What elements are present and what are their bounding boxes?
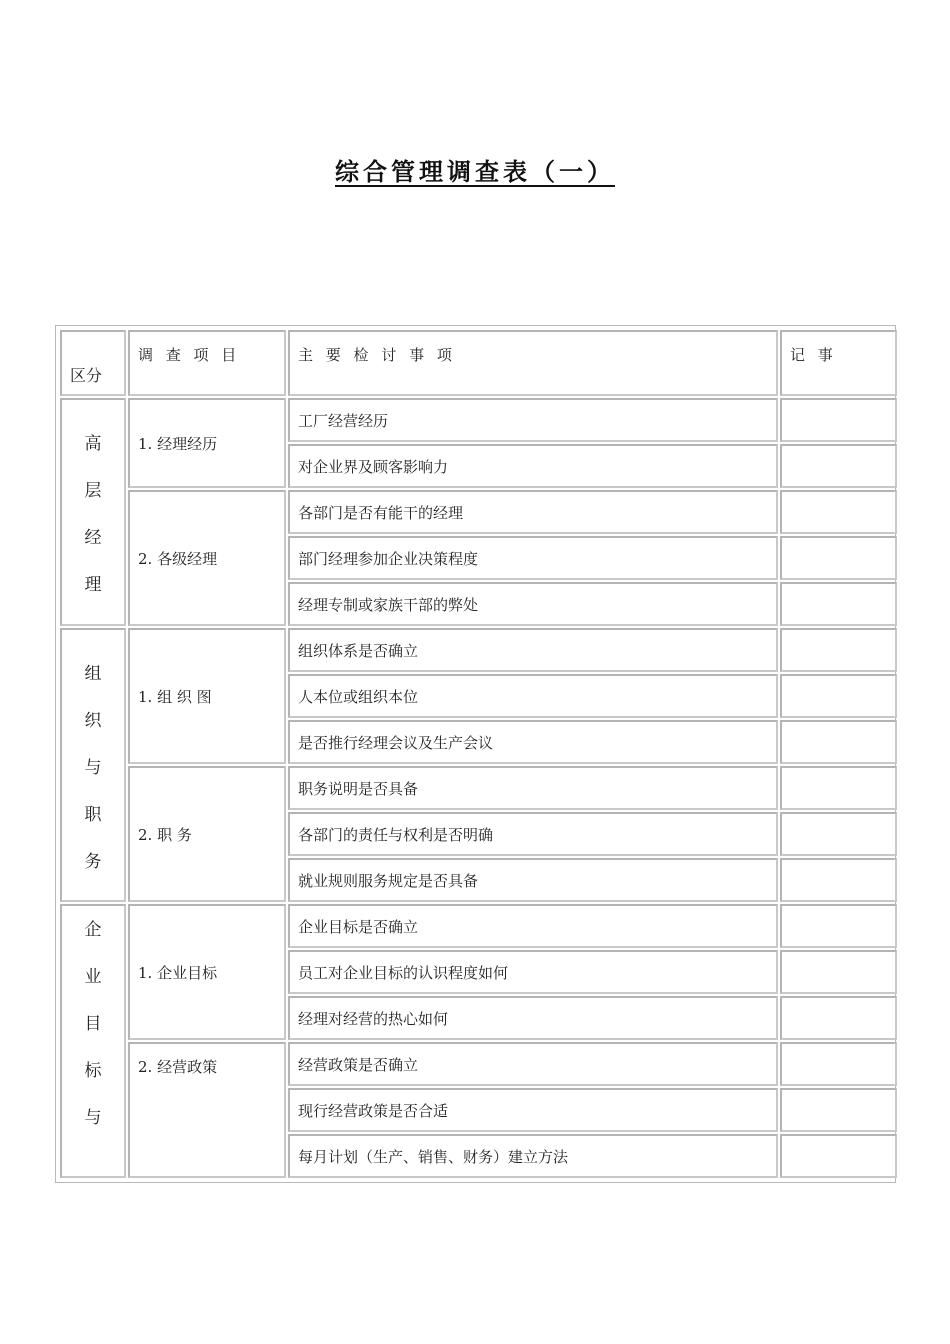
zone-cell — [60, 904, 126, 1178]
note-cell[interactable] — [780, 766, 897, 810]
note-cell[interactable] — [780, 1088, 897, 1132]
survey-table — [55, 325, 896, 1183]
topic-cell: 经理专制或家族干部的弊处 — [288, 582, 778, 626]
note-cell[interactable] — [780, 1134, 897, 1178]
topic-cell: 对企业界及顾客影响力 — [288, 444, 778, 488]
item-cell: 1. 组 织 图 — [128, 628, 286, 764]
note-cell[interactable] — [780, 582, 897, 626]
zone-cell — [60, 628, 126, 902]
topic-cell: 企业目标是否确立 — [288, 904, 778, 948]
item-cell: 1. 企业目标 — [128, 904, 286, 1040]
note-cell[interactable] — [780, 812, 897, 856]
topic-cell: 就业规则服务规定是否具备 — [288, 858, 778, 902]
note-cell[interactable] — [780, 950, 897, 994]
header-note: 记 事 — [780, 330, 897, 396]
note-cell[interactable] — [780, 444, 897, 488]
zone-char: 务 — [84, 852, 102, 872]
header-zone: 区分 — [60, 330, 126, 396]
topic-cell: 现行经营政策是否合适 — [288, 1088, 778, 1132]
zone-char: 组 — [84, 664, 102, 684]
item-cell: 2. 各级经理 — [128, 490, 286, 626]
note-cell[interactable] — [780, 996, 897, 1040]
note-cell[interactable] — [780, 674, 897, 718]
topic-cell: 是否推行经理会议及生产会议 — [288, 720, 778, 764]
note-cell[interactable] — [780, 536, 897, 580]
note-cell[interactable] — [780, 858, 897, 902]
header-row — [60, 330, 897, 396]
table-row — [60, 766, 897, 810]
table-row — [60, 398, 897, 442]
topic-cell: 部门经理参加企业决策程度 — [288, 536, 778, 580]
topic-cell: 组织体系是否确立 — [288, 628, 778, 672]
item-cell: 1. 经理经历 — [128, 398, 286, 488]
topic-cell: 职务说明是否具备 — [288, 766, 778, 810]
note-cell[interactable] — [780, 720, 897, 764]
note-cell[interactable] — [780, 904, 897, 948]
zone-char: 经 — [84, 528, 102, 548]
document-title: 综合管理调查表（一） — [335, 158, 615, 186]
table-row — [60, 490, 897, 534]
zone-char: 织 — [84, 711, 102, 731]
table-row — [60, 904, 897, 948]
zone-char: 理 — [84, 575, 102, 595]
zone-char: 业 — [84, 967, 102, 987]
topic-cell: 人本位或组织本位 — [288, 674, 778, 718]
zone-char: 职 — [84, 805, 102, 825]
table-row — [60, 628, 897, 672]
note-cell[interactable] — [780, 1042, 897, 1086]
zone-char: 与 — [84, 758, 102, 778]
zone-cell — [60, 398, 126, 626]
topic-cell: 工厂经营经历 — [288, 398, 778, 442]
header-item: 调 查 项 目 — [128, 330, 286, 396]
topic-cell: 员工对企业目标的认识程度如何 — [288, 950, 778, 994]
zone-char: 标 — [84, 1061, 102, 1081]
topic-cell: 经营政策是否确立 — [288, 1042, 778, 1086]
note-cell[interactable] — [780, 628, 897, 672]
zone-char: 目 — [84, 1014, 102, 1034]
zone-char: 高 — [84, 434, 102, 454]
topic-cell: 每月计划（生产、销售、财务）建立方法 — [288, 1134, 778, 1178]
topic-cell: 各部门是否有能干的经理 — [288, 490, 778, 534]
note-cell[interactable] — [780, 490, 897, 534]
table-row — [60, 1042, 897, 1086]
topic-cell: 各部门的责任与权利是否明确 — [288, 812, 778, 856]
zone-char: 与 — [84, 1108, 102, 1128]
zone-char: 企 — [84, 920, 102, 940]
item-cell: 2. 职 务 — [128, 766, 286, 902]
topic-cell: 经理对经营的热心如何 — [288, 996, 778, 1040]
header-topic: 主 要 检 讨 事 项 — [288, 330, 778, 396]
zone-char: 层 — [84, 481, 102, 501]
item-cell: 2. 经营政策 — [128, 1042, 286, 1178]
note-cell[interactable] — [780, 398, 897, 442]
